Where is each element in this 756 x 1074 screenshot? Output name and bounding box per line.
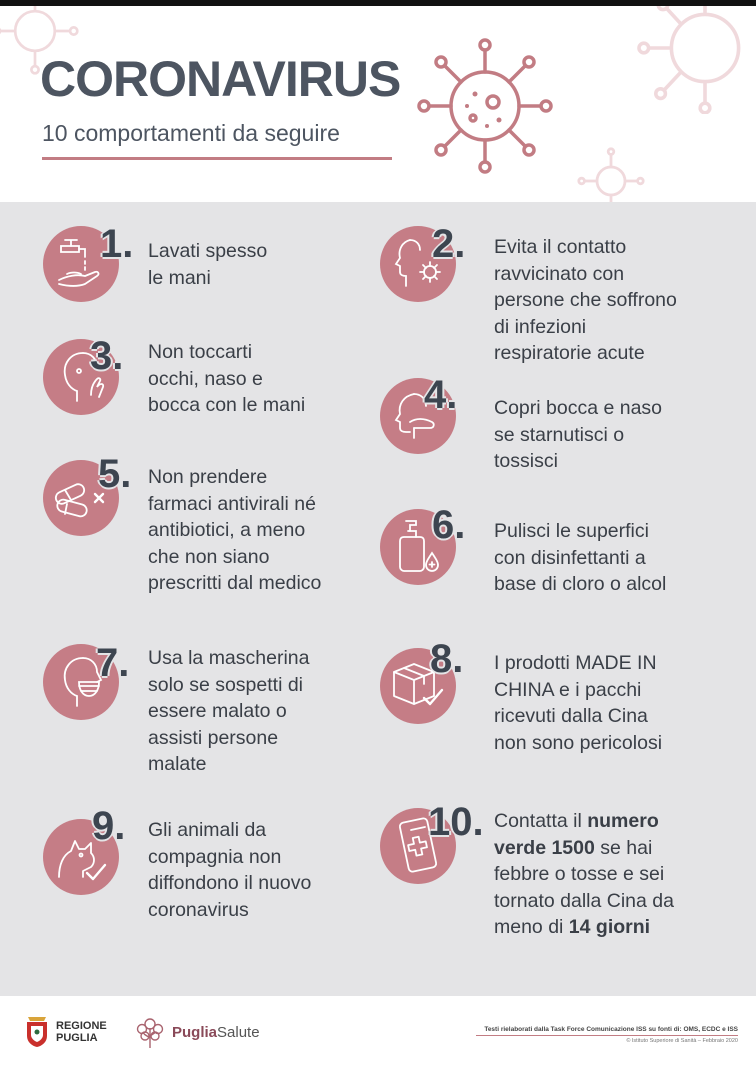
header — [0, 6, 756, 202]
rule-text: Non toccarti occhi, naso e bocca con le mani — [148, 341, 306, 416]
rule-text: Gli animali da compagnia non diffondono il nuovo coronavirus — [148, 819, 312, 921]
tree-icon — [132, 1014, 168, 1050]
regione-puglia-text: REGIONE PUGLIA — [56, 1020, 107, 1044]
rule-number: 4. — [424, 373, 458, 417]
rule-text: Lavati spesso le mani — [148, 240, 268, 289]
rule-text: I prodotti MADE IN CHINA e i pacchi ricevuti dalla Cina non sono pericolosi — [494, 652, 663, 754]
rule-number: 7. — [96, 641, 130, 685]
rule-number: 10. — [428, 800, 484, 844]
virus-decoration-icon — [576, 146, 646, 202]
rule-number: 2. — [432, 222, 466, 266]
coronavirus-icon — [415, 36, 555, 176]
rule-number: 5. — [98, 452, 132, 496]
page-subtitle: 10 comportamenti da seguire — [42, 120, 340, 146]
rule-text: Non prendere farmaci antivirali né antibiotici, a meno che non siano prescritti dal medico — [148, 466, 322, 594]
rule-text: Copri bocca e naso se starnutisci o tossisci — [494, 397, 663, 472]
source-credits: Testi rielaborati dalla Task Force Comunicazione ISS su fonti di: OMS, ECDC e ISS © Istituto Superiore di Sanità – Febbraio 2020 — [476, 1026, 738, 1044]
rule-text: Contatta il numero verde 1500 se hai febbre o tosse e sei tornato dalla Cina da meno di 14 giorni — [494, 810, 674, 938]
rule-text: Evita il contatto ravvicinato con persone che soffrono di infezioni respiratorie acute — [494, 236, 677, 364]
rule-number: 8. — [430, 637, 464, 681]
rules-panel — [0, 202, 756, 996]
virus-decoration-icon — [618, 6, 756, 114]
rule-text: Pulisci le superfici con disinfettanti a base di cloro o alcol — [494, 520, 667, 595]
puglia-salute-text: PugliaSalute — [172, 1024, 260, 1041]
rule-number: 3. — [90, 334, 124, 378]
rule-number: 6. — [432, 503, 466, 547]
rule-number: 1. — [100, 222, 134, 266]
credits-divider — [476, 1035, 738, 1036]
rule-number: 9. — [92, 804, 126, 848]
title-underline — [42, 157, 392, 160]
page-title: CORONAVIRUS — [40, 51, 401, 107]
rule-text: Usa la mascherina solo se sospetti di essere malato o assisti persone malate — [148, 647, 310, 775]
coat-of-arms-icon — [24, 1014, 50, 1048]
footer — [0, 996, 756, 1074]
